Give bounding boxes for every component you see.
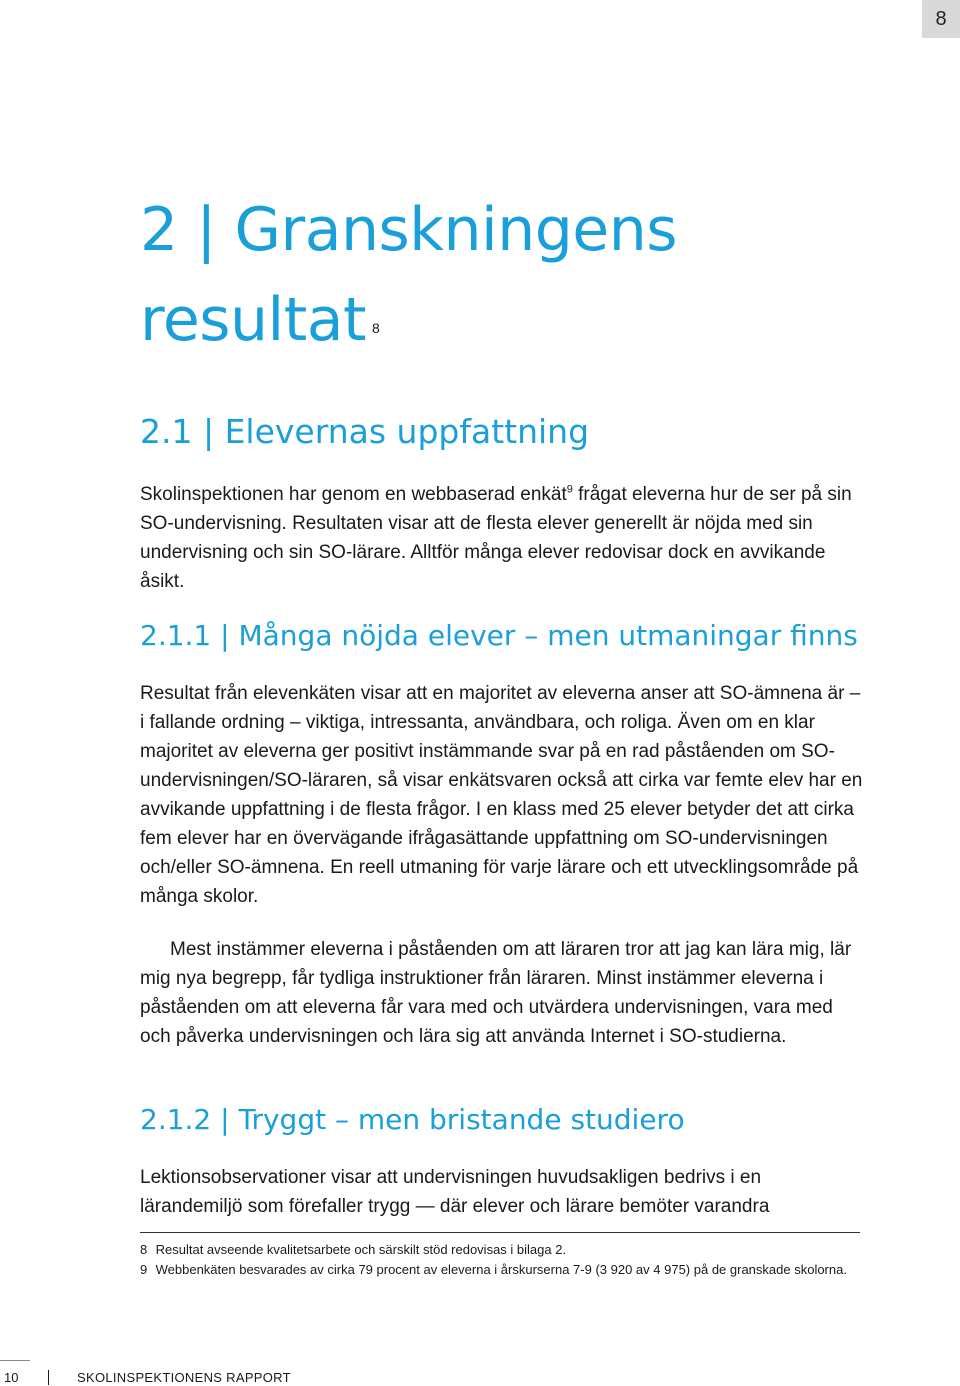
section-2-1-2-title: 2.1.2 | Tryggt – men bristande studiero xyxy=(140,1103,685,1136)
chapter-title-line1: 2 | Granskningens xyxy=(140,195,678,265)
footnote-text: Webbenkäten besvarades av cirka 79 procent av eleverna i årskurserna 7-9 (3 920 av 4 975) på de granskade skolorna. xyxy=(155,1262,847,1277)
page-number: 8 xyxy=(935,7,947,30)
page-footer xyxy=(0,1370,291,1385)
page-number-tab xyxy=(922,0,960,38)
section-2-1-1-paragraph-1: Resultat från elevenkäten visar att en majoritet av eleverna anser att SO-ämnena är – i fallande ordning – viktiga, intressanta, användbara, och roliga. Även om en klar majoritet av eleverna ger positivt instämmande svar på en rad påståenden om SO-undervisningen/SO-läraren, så visar enkätsvaren också att cirka var femte elev har en avvikande uppfattning i de flesta frågor. I en klass med 25 elever betyder det att cirka fem elever har en övervägande ifrågasättande uppfattning om SO-undervisningen och/eller SO-ämnena. En reell utmaning för varje lärare och ett utvecklingsområde på många skolor. xyxy=(140,683,863,907)
footnote-text: Resultat avseende kvalitetsarbete och särskilt stöd redovisas i bilaga 2. xyxy=(155,1242,567,1257)
section-2-1-1-paragraph-2: Mest instämmer eleverna i påståenden om att läraren tror att jag kan lära mig, lär mig nya begrepp, får tydliga instruktioner från läraren. Minst instämmer eleverna i påståenden om att eleverna får vara med och utvärdera undervisningen, vara med och påverka undervisningen och lära sig att använda Internet i SO-studierna. xyxy=(140,939,852,1047)
footnote-divider xyxy=(140,1232,860,1233)
section-2-1-2-paragraph-1: Lektionsobservationer visar att undervisningen huvudsakligen bedrivs i en lärandemiljö som förefaller trygg — där elever och lärare bemöter varandra xyxy=(140,1167,770,1217)
para-text-before-ref: Skolinspektionen har genom en webbaserad enkät xyxy=(140,484,567,505)
footer-divider xyxy=(48,1370,49,1385)
section-2-1-title: 2.1 | Elevernas uppfattning xyxy=(140,412,590,451)
chapter-title xyxy=(140,185,677,365)
section-2-1-paragraph xyxy=(140,480,865,596)
section-2-1-1-title: 2.1.1 | Många nöjda elever – men utmaningar finns xyxy=(140,619,858,652)
para-text-after-ref: frågat eleverna hur de ser på sin SO-undervisning. Resultaten visar att de flesta elever generellt är nöjda med sin undervisning och sin SO-lärare. Alltför många elever redovisar dock en avvikande åsikt. xyxy=(140,484,852,592)
chapter-title-line2: resultat xyxy=(140,285,367,355)
chapter-footnote-ref: 8 xyxy=(372,320,380,336)
footnote-9 xyxy=(140,1260,860,1280)
footnote-ref-9: 9 xyxy=(566,483,573,496)
footer-page-number: 10 xyxy=(4,1370,19,1385)
footnotes xyxy=(140,1240,860,1280)
footnote-number: 9 xyxy=(140,1262,148,1277)
footnote-8 xyxy=(140,1240,860,1260)
footer-label: SKOLINSPEKTIONENS RAPPORT xyxy=(77,1370,291,1385)
footnote-number: 8 xyxy=(140,1242,148,1257)
